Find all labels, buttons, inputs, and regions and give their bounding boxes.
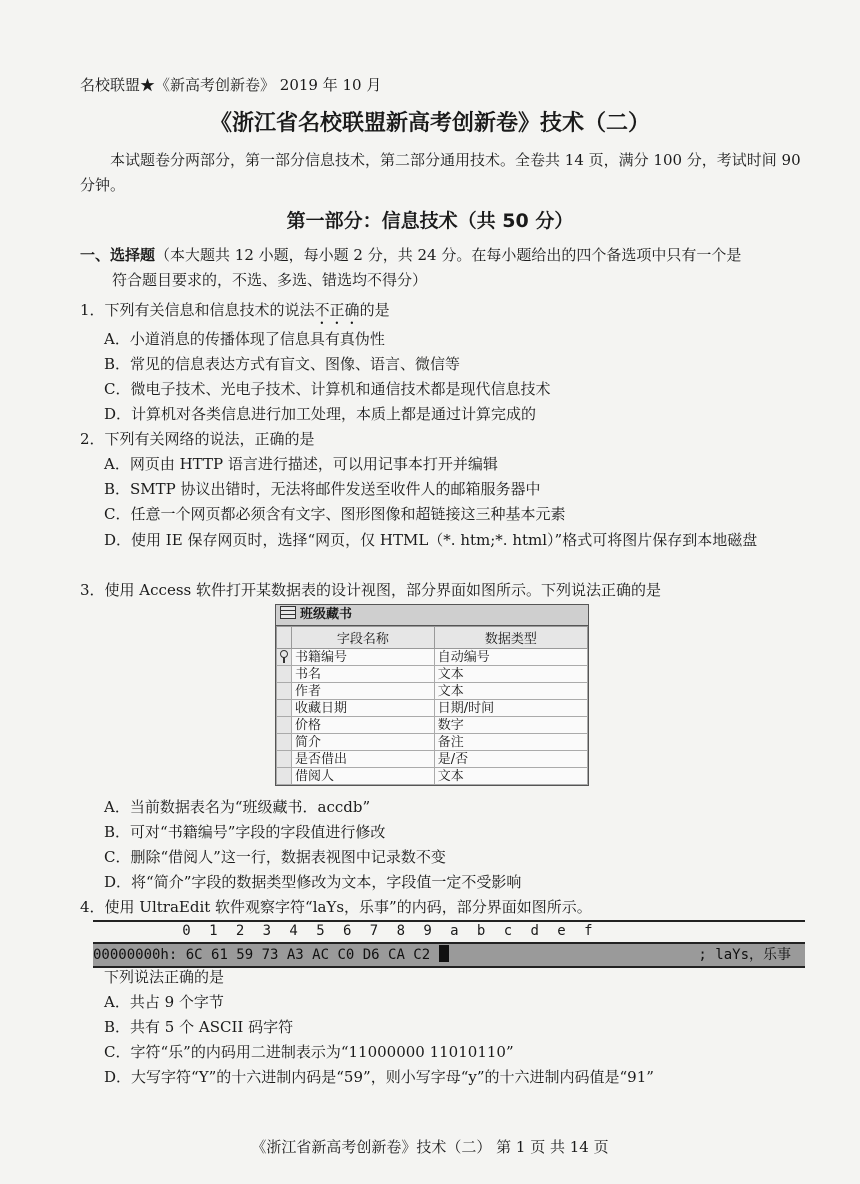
table-row[interactable] (277, 717, 588, 734)
hex-ruler: 0 1 2 3 4 5 6 7 8 9 a b c d e f (93, 920, 805, 942)
table-row[interactable] (277, 666, 588, 683)
data-type-cell[interactable]: 文本 (434, 768, 587, 785)
field-table (276, 626, 588, 785)
data-type-cell[interactable]: 文本 (434, 666, 587, 683)
row-selector[interactable] (277, 666, 292, 683)
row-selector[interactable] (277, 734, 292, 751)
hex-address: 00000000h: (93, 947, 178, 963)
table-icon (280, 606, 296, 619)
q3-option-a: A．当前数据表名为“班级藏书．accdb” (104, 798, 371, 816)
q2-option-b: B．SMTP 协议出错时，无法将邮件发送至收件人的邮箱服务器中 (104, 480, 541, 498)
table-row[interactable] (277, 734, 588, 751)
access-caption (276, 605, 588, 626)
q2-option-a: A．网页由 HTTP 语言进行描述，可以用记事本打开并编辑 (104, 455, 498, 473)
q1-stem-emph: 不正确 (314, 301, 360, 319)
q4-option-b: B．共有 5 个 ASCII 码字符 (104, 1018, 294, 1036)
q1-option-a: A．小道消息的传播体现了信息具有真伪性 (104, 330, 385, 348)
q3-stem: 3．使用 Access 软件打开某数据表的设计视图，部分界面如图所示。下列说法正确的是 (80, 581, 661, 599)
hex-text-column[interactable]: ; laYs，乐事 (698, 947, 791, 963)
q3-option-c: C．删除“借阅人”这一行，数据表视图中记录数不变 (104, 848, 446, 866)
q1-option-c: C．微电子技术、光电子技术、计算机和通信技术都是现代信息技术 (104, 380, 551, 398)
row-selector[interactable] (277, 700, 292, 717)
q1-stem-a: 1．下列有关信息和信息技术的说法 (80, 301, 315, 319)
field-name-cell[interactable]: 收藏日期 (292, 700, 435, 717)
q4-stem: 4．使用 UltraEdit 软件观察字符“laYs，乐事”的内码，部分界面如图所示。 (80, 898, 592, 916)
data-type-cell[interactable]: 文本 (434, 683, 587, 700)
access-caption-text: 班级藏书 (300, 607, 353, 622)
q1-option-b: B．常见的信息表达方式有盲文、图像、语言、微信等 (104, 355, 461, 373)
section-text-2: 符合题目要求的，不选、多选、错选均不得分） (112, 271, 428, 289)
hex-row[interactable] (93, 942, 805, 968)
intro-paragraph: 本试题卷分两部分，第一部分信息技术，第二部分通用技术。全卷共 14 页，满分 100 分，考试时间 90 分钟。 (80, 151, 801, 194)
table-row[interactable] (277, 751, 588, 768)
primary-key-icon (280, 650, 288, 658)
row-selector-header (277, 627, 292, 649)
ultraedit-hex-view (93, 920, 805, 968)
table-row[interactable] (277, 683, 588, 700)
section-text: （本大题共 12 小题，每小题 2 分，共 24 分。在每小题给出的四个备选项中只有一个是 (155, 246, 742, 264)
table-row[interactable] (277, 768, 588, 785)
row-selector[interactable] (277, 649, 292, 666)
field-name-cell[interactable]: 借阅人 (292, 768, 435, 785)
table-row[interactable] (277, 700, 588, 717)
page-title: 《浙江省名校联盟新高考创新卷》技术（二） (209, 111, 650, 136)
hex-bytes[interactable]: 6C 61 59 73 A3 AC C0 D6 CA C2 (177, 947, 439, 963)
page-footer: 《浙江省新高考创新卷》技术（二） 第 1 页 共 14 页 (251, 1138, 609, 1156)
q2-option-c: C．任意一个网页都必须含有文字、图形图像和超链接这三种基本元素 (104, 505, 566, 523)
data-type-cell[interactable]: 是/否 (434, 751, 587, 768)
table-row[interactable] (277, 649, 588, 666)
q4-option-a: A．共占 9 个字节 (104, 993, 224, 1011)
data-type-cell[interactable]: 备注 (434, 734, 587, 751)
field-name-cell[interactable]: 是否借出 (292, 751, 435, 768)
section-heading (80, 243, 822, 293)
field-name-cell[interactable]: 简介 (292, 734, 435, 751)
row-selector[interactable] (277, 683, 292, 700)
q2-option-d: D．使用 IE 保存网页时，选择“网页，仅 HTML（*. htm;*. html）”格式可将图片保存到本地磁盘 (104, 531, 758, 549)
q4-option-c: C．字符“乐”的内码用二进制表示为“11000000 11010110” (104, 1043, 514, 1061)
data-type-cell[interactable]: 数字 (434, 717, 587, 734)
q1-option-d: D．计算机对各类信息进行加工处理，本质上都是通过计算完成的 (104, 405, 537, 423)
row-selector[interactable] (277, 768, 292, 785)
field-name-cell[interactable]: 书籍编号 (292, 649, 435, 666)
field-name-cell[interactable]: 书名 (292, 666, 435, 683)
data-type-cell[interactable]: 日期/时间 (434, 700, 587, 717)
row-selector[interactable] (277, 717, 292, 734)
section-label: 一、选择题 (80, 246, 156, 264)
column-data-type: 数据类型 (434, 627, 587, 649)
q2-stem: 2．下列有关网络的说法，正确的是 (80, 430, 315, 448)
q1-stem (80, 299, 390, 328)
q4-sub-stem: 下列说法正确的是 (104, 968, 225, 986)
q4-option-d: D．大写字符“Y”的十六进制内码是“59”，则小写字母“y”的十六进制内码值是“91” (104, 1068, 654, 1086)
field-name-cell[interactable]: 价格 (292, 717, 435, 734)
text-cursor (439, 945, 449, 962)
part-title: 第一部分：信息技术（共 50 分） (286, 210, 574, 232)
header-line: 名校联盟★《新高考创新卷》 2019 年 10 月 (80, 76, 382, 94)
q1-stem-b: 的是 (359, 301, 390, 319)
row-selector[interactable] (277, 751, 292, 768)
field-name-cell[interactable]: 作者 (292, 683, 435, 700)
data-type-cell[interactable]: 自动编号 (434, 649, 587, 666)
q3-option-d: D．将“简介”字段的数据类型修改为文本，字段值一定不受影响 (104, 873, 522, 891)
access-design-view (275, 604, 589, 786)
q3-option-b: B．可对“书籍编号”字段的字段值进行修改 (104, 823, 386, 841)
column-field-name: 字段名称 (292, 627, 435, 649)
